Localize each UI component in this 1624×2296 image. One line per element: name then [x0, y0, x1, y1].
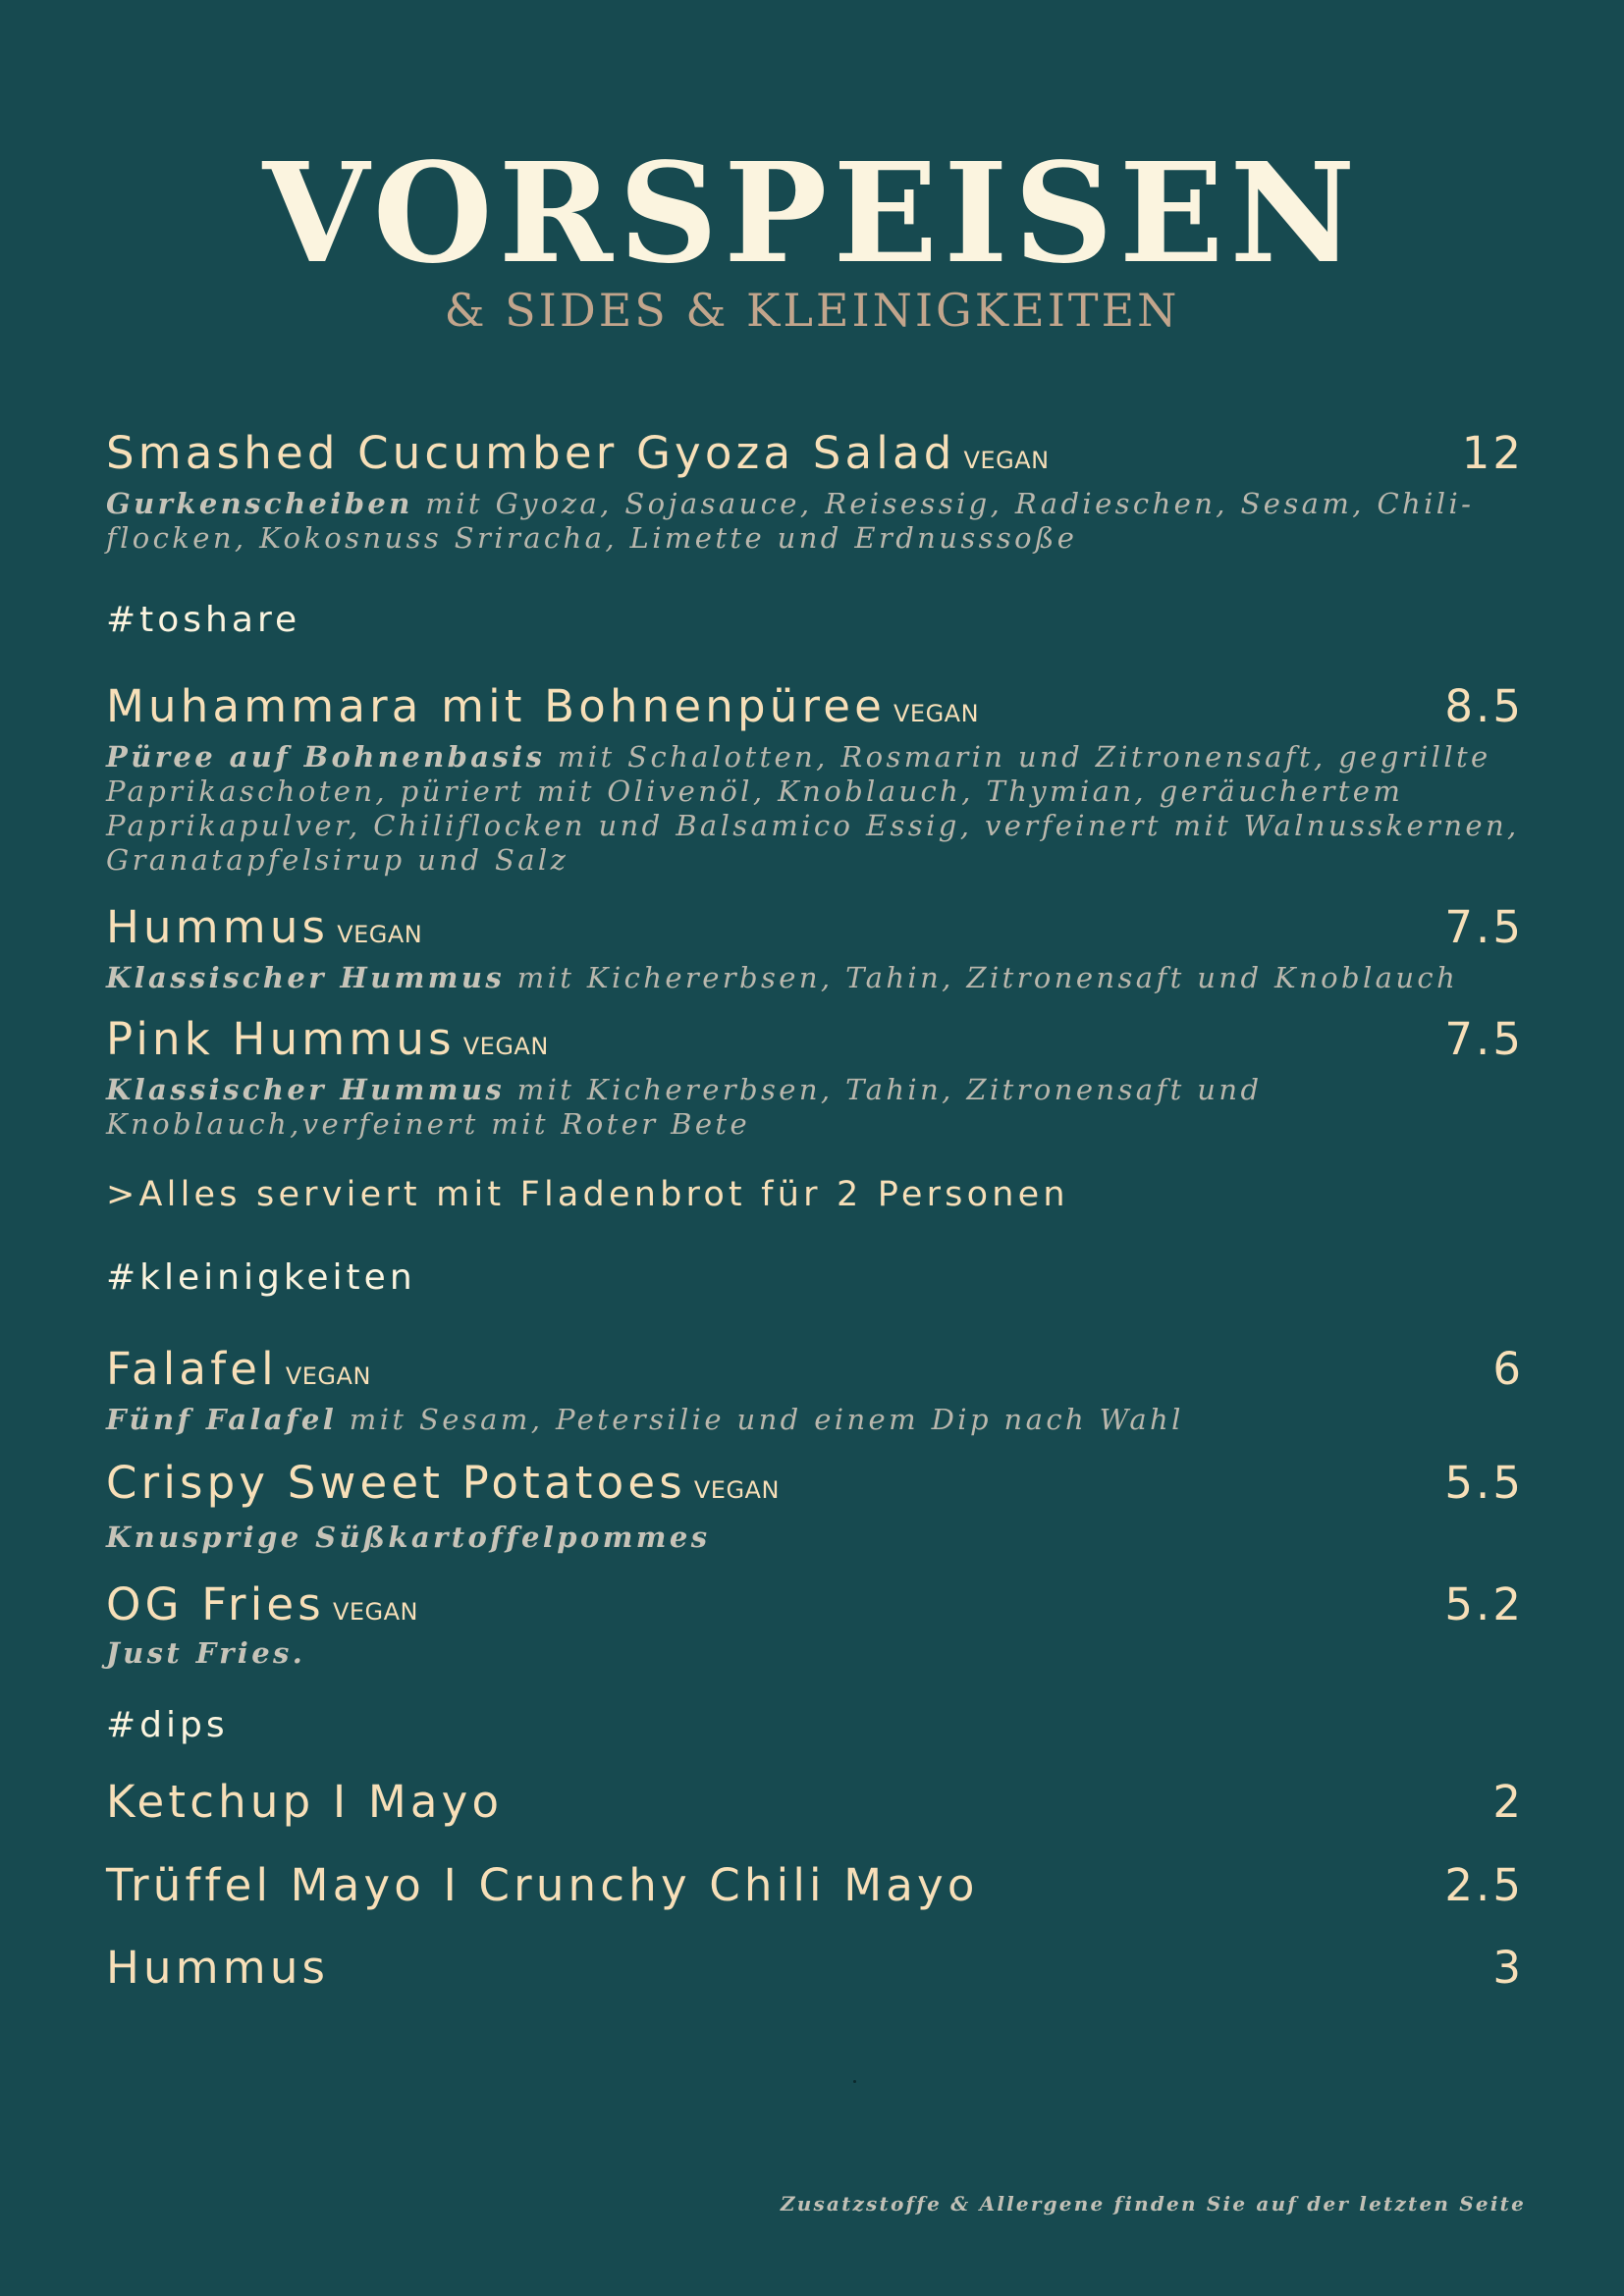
vegan-tag: VEGAN: [285, 1362, 371, 1390]
menu-item-name: Hummus: [106, 1942, 330, 1994]
menu-item-description: [106, 961, 1524, 995]
menu-item-falafel: [106, 1332, 1524, 1437]
menu-item-description: [106, 1636, 1524, 1671]
page-subtitle: & SIDES & KLEINIGKEITEN: [444, 284, 1180, 337]
page-title: VORSPEISEN: [262, 133, 1362, 294]
description-text: mit Kichererbsen, Tahin, Zitronensaft und Knoblauch: [505, 961, 1459, 994]
section-toshare: #toshare: [106, 600, 301, 640]
menu-item-price: 12: [1461, 427, 1524, 479]
menu-item-header: [106, 1765, 1524, 1828]
menu-item-name: Crispy Sweet Potatoes: [106, 1457, 686, 1509]
decorative-dot: [853, 2080, 856, 2083]
description-text: mit Gyoza, Sojasauce, Reisessig, Radieschen, Sesam, Chiliflocken, Kokosnuss Sriracha, Limette und Erdnusssoße: [106, 487, 1471, 555]
description-highlight: Püree auf Bohnenbasis: [106, 740, 546, 774]
menu-item-price: 6: [1492, 1343, 1524, 1395]
menu-item-price: 5.2: [1444, 1578, 1524, 1630]
menu-item-price: 5.5: [1444, 1457, 1524, 1509]
menu-item-name: Muhammara mit Bohnenpüree: [106, 680, 886, 732]
menu-item-header: [106, 1332, 1524, 1395]
menu-item-price: 2.5: [1444, 1859, 1524, 1911]
vegan-tag: VEGAN: [462, 1033, 549, 1060]
menu-item-name-wrap: [106, 1578, 419, 1630]
vegan-tag: VEGAN: [963, 447, 1050, 474]
menu-item-name: Pink Hummus: [106, 1013, 456, 1065]
menu-item-truffel-mayo: [106, 1848, 1524, 1911]
menu-item-name-wrap: [106, 1343, 371, 1395]
menu-item-name-wrap: [106, 680, 980, 732]
description-highlight: Gurkenscheiben: [106, 487, 413, 520]
menu-item-header: [106, 669, 1524, 732]
menu-item-header: [106, 1446, 1524, 1509]
menu-item-ketchup-mayo: [106, 1765, 1524, 1828]
section-kleinigkeiten: #kleinigkeiten: [106, 1257, 416, 1298]
description-text: mit Sesam, Petersilie und einem Dip nach Wahl: [337, 1403, 1184, 1436]
menu-item-og-fries: [106, 1568, 1524, 1671]
menu-item-description: [106, 487, 1524, 556]
description-highlight: Knusprige Süßkartoffelpommes: [106, 1521, 711, 1554]
description-highlight: Klassischer Hummus: [106, 961, 506, 994]
menu-item-price: 2: [1492, 1776, 1524, 1828]
description-highlight: Fünf Falafel: [106, 1403, 338, 1436]
menu-item-description: [106, 740, 1524, 878]
menu-item-hummus-dip: [106, 1931, 1524, 1994]
description-text: mit Kichererbsen, Tahin, Zitronensaft und Knoblauch,verfeinert mit Roter Bete: [106, 1073, 1263, 1141]
vegan-tag: VEGAN: [332, 1598, 419, 1626]
menu-item-price: 3: [1492, 1942, 1524, 1994]
menu-item-name: Smashed Cucumber Gyoza Salad: [106, 427, 956, 479]
serving-note: >Alles serviert mit Fladenbrot für 2 Personen: [106, 1175, 1069, 1214]
menu-item-price: 7.5: [1444, 1013, 1524, 1065]
menu-item-hummus: [106, 890, 1524, 995]
menu-item-name: Falafel: [106, 1343, 278, 1395]
menu-item-description: [106, 1521, 1524, 1555]
menu-item-name: Trüffel Mayo I Crunchy Chili Mayo: [106, 1859, 979, 1911]
menu-item-sweet-potatoes: [106, 1446, 1524, 1555]
description-highlight: Just Fries.: [106, 1636, 306, 1670]
menu-item-description: [106, 1403, 1524, 1437]
menu-item-header: [106, 416, 1524, 479]
menu-item-name-wrap: [106, 901, 423, 953]
menu-item-cucumber-salad: [106, 416, 1524, 556]
menu-item-name: Hummus: [106, 901, 330, 953]
vegan-tag: VEGAN: [693, 1476, 780, 1504]
menu-item-price: 8.5: [1444, 680, 1524, 732]
menu-item-name: OG Fries: [106, 1578, 325, 1630]
section-dips: #dips: [106, 1705, 229, 1745]
vegan-tag: VEGAN: [337, 921, 423, 948]
menu-item-pink-hummus: [106, 1002, 1524, 1142]
menu-item-name-wrap: [106, 427, 1050, 479]
description-text: mit Schalotten, Rosmarin und Zitronensaft, gegrillte Paprikaschoten, püriert mit Olivenöl, Knoblauch, Thymian, geräuchertem Paprikapulver, Chiliflocken und Balsamico Essig, verfeinert mit Walnusskernen, Granatapfelsirup und Salz: [106, 740, 1520, 877]
menu-item-price: 7.5: [1444, 901, 1524, 953]
menu-item-description: [106, 1073, 1524, 1142]
menu-item-header: [106, 1568, 1524, 1630]
menu-item-name-wrap: [106, 1457, 780, 1509]
menu-item-header: [106, 890, 1524, 953]
menu-item-header: [106, 1848, 1524, 1911]
menu-item-muhammara: [106, 669, 1524, 878]
vegan-tag: VEGAN: [893, 700, 980, 727]
menu-item-name: Ketchup I Mayo: [106, 1776, 504, 1828]
menu-item-name-wrap: [106, 1013, 549, 1065]
allergen-footer-note: Zusatzstoffe & Allergene finden Sie auf der letzten Seite: [780, 2192, 1526, 2216]
menu-item-header: [106, 1931, 1524, 1994]
description-highlight: Klassischer Hummus: [106, 1073, 506, 1106]
menu-item-header: [106, 1002, 1524, 1065]
